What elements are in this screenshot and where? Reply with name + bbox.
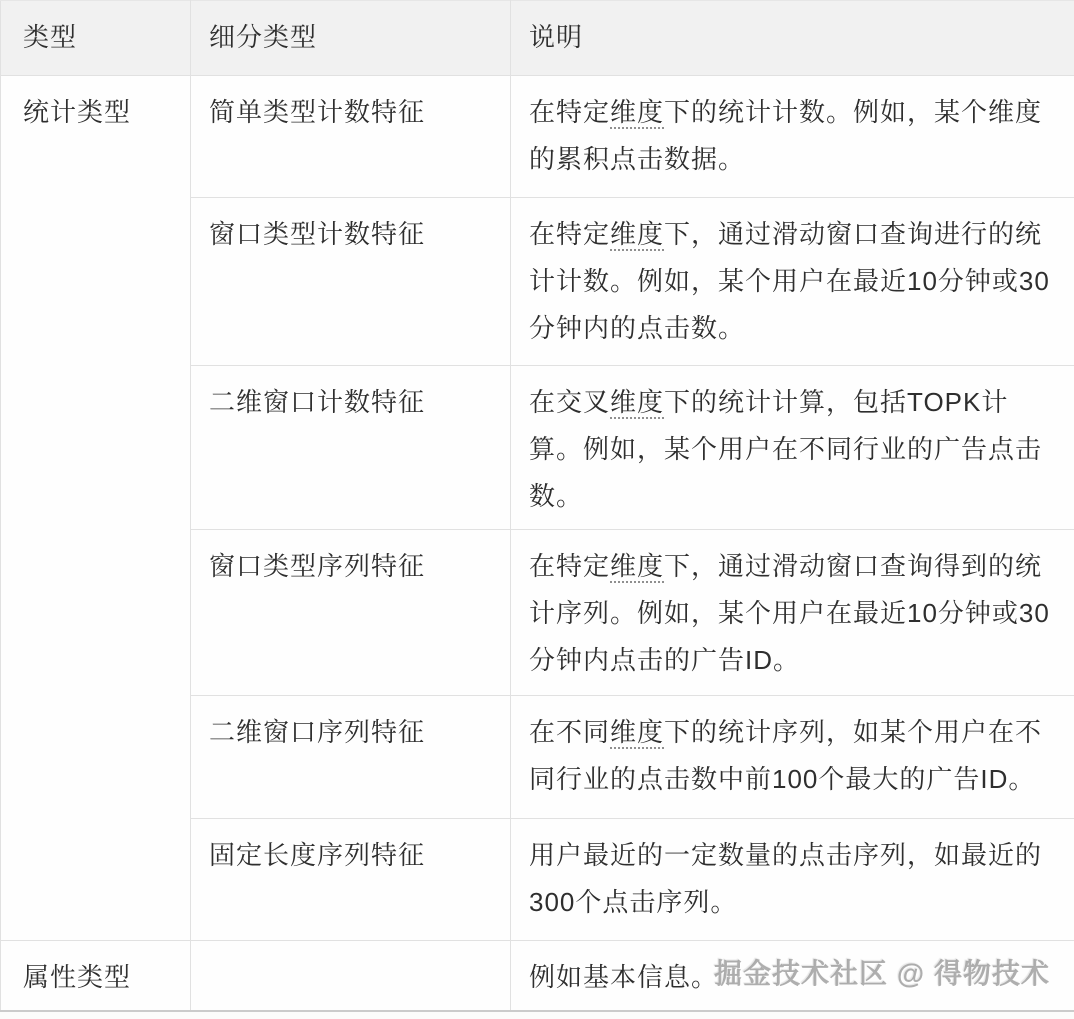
cell-type: 统计类型 — [1, 76, 191, 941]
description-text: 下的统计序列，如某个用户在不同行业的点击数中前100个最大的广告ID。 — [529, 717, 1043, 794]
description-text: 在交叉 — [529, 387, 611, 417]
underlined-term: 维度 — [610, 97, 665, 127]
table-body — [1, 76, 1074, 1011]
cell-description — [511, 941, 1074, 1011]
underlined-term: 维度 — [610, 717, 665, 747]
cell-description — [511, 76, 1074, 198]
cell-description — [511, 198, 1074, 366]
cell-type: 属性类型 — [1, 941, 191, 1011]
table-row — [1, 76, 1074, 198]
cell-subtype — [191, 941, 511, 1011]
cell-subtype: 二维窗口序列特征 — [191, 696, 511, 819]
cell-description — [511, 819, 1074, 941]
cell-subtype: 固定长度序列特征 — [191, 819, 511, 941]
description-text: 下，通过滑动窗口查询进行的统计计数。例如，某个用户在最近10分钟或30分钟内的点击数。 — [529, 219, 1050, 343]
cell-subtype: 窗口类型序列特征 — [191, 530, 511, 696]
cell-description — [511, 366, 1074, 530]
cell-subtype: 窗口类型计数特征 — [191, 198, 511, 366]
cell-subtype: 二维窗口计数特征 — [191, 366, 511, 530]
description-text: 下的统计计数。例如，某个维度的累积点击数据。 — [529, 97, 1043, 174]
table-row — [1, 941, 1074, 1011]
description-text: 在不同 — [529, 717, 611, 747]
table-header-row — [1, 1, 1074, 76]
description-text: 在特定 — [529, 219, 611, 249]
description-text: 下的统计计算，包括TOPK计算。例如，某个用户在不同行业的广告点击数。 — [529, 387, 1043, 511]
underlined-term: 维度 — [610, 219, 665, 249]
column-header-subtype: 细分类型 — [191, 1, 511, 76]
watermark-text: 掘金技术社区 @ 得物技术 — [714, 958, 1050, 989]
column-header-description: 说明 — [511, 1, 1074, 76]
column-header-type: 类型 — [1, 1, 191, 76]
underlined-term: 维度 — [610, 387, 665, 417]
underlined-term: 维度 — [610, 551, 665, 581]
description-text: 下，通过滑动窗口查询得到的统计序列。例如，某个用户在最近10分钟或30分钟内点击的广告ID。 — [529, 551, 1050, 675]
cell-subtype: 简单类型计数特征 — [191, 76, 511, 198]
description-text: 用户最近的一定数量的点击序列，如最近的300个点击序列。 — [529, 840, 1043, 917]
description-text: 在特定 — [529, 551, 611, 581]
cell-description — [511, 530, 1074, 696]
description-text: 在特定 — [529, 97, 611, 127]
cell-description — [511, 696, 1074, 819]
description-text: 例如基本信息。 — [529, 962, 719, 992]
